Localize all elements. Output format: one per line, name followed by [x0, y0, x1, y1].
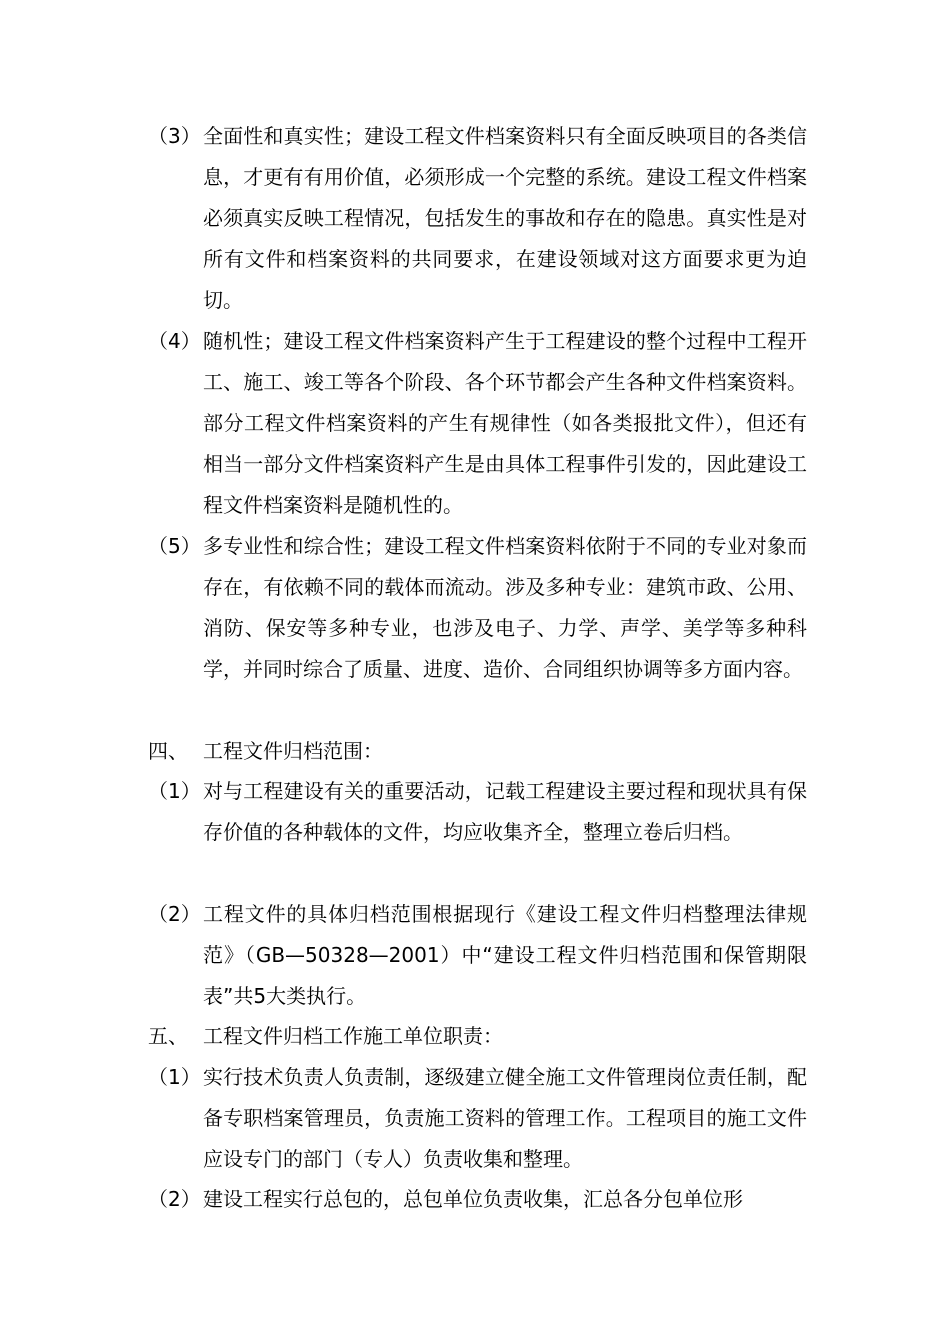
section-title: 工程文件归档范围： — [203, 739, 383, 763]
list-item-2 — [148, 894, 820, 1017]
list-item-4 — [148, 321, 820, 526]
list-marker: （2） — [148, 902, 201, 926]
paragraph-text: 随机性；建设工程文件档案资料产生于工程建设的整个过程中工程开工、施工、竣工等各个阶段、各个环节都会产生各种文件档案资料。部分工程文件档案资料的产生有规律性（如各类报批文件），但还有相当一部分文件档案资料产生是由具体工程事件引发的，因此建设工程文件档案资料是随机性的。 — [203, 329, 807, 517]
section-heading-4 — [148, 731, 820, 772]
list-item-2 — [148, 1179, 820, 1220]
paragraph-text: 对与工程建设有关的重要活动，记载工程建设主要过程和现状具有保存价值的各种载体的文件，均应收集齐全，整理立卷后归档。 — [203, 779, 807, 844]
paragraph-text: 建设工程实行总包的，总包单位负责收集，汇总各分包单位形 — [203, 1187, 743, 1211]
list-marker: （5） — [148, 534, 201, 558]
list-marker: （4） — [148, 329, 201, 353]
section-number: 五、 — [148, 1024, 188, 1048]
paragraph-text: 全面性和真实性；建设工程文件档案资料只有全面反映项目的各类信息，才更有有用价值，必须形成一个完整的系统。建设工程文件档案必须真实反映工程情况，包括发生的事故和存在的隐患。真实性是对所有文件和档案资料的共同要求，在建设领域对这方面要求更为迫切。 — [203, 124, 807, 312]
paragraph-text: 工程文件的具体归档范围根据现行《建设工程文件归档整理法律规范》（GB—50328—2001）中“建设工程文件归档范围和保管期限表”共5大类执行。 — [203, 902, 807, 1008]
list-marker: （2） — [148, 1187, 201, 1211]
section-title: 工程文件归档工作施工单位职责： — [203, 1024, 503, 1048]
list-item-5 — [148, 526, 820, 690]
list-item-3 — [148, 116, 820, 321]
list-item-1 — [148, 771, 820, 853]
list-marker: （1） — [148, 779, 201, 803]
paragraph-text: 实行技术负责人负责制，逐级建立健全施工文件管理岗位责任制，配备专职档案管理员，负责施工资料的管理工作。工程项目的施工文件应设专门的部门（专人）负责收集和整理。 — [203, 1065, 807, 1171]
list-item-1 — [148, 1057, 820, 1180]
section-heading-5 — [148, 1016, 820, 1057]
list-marker: （1） — [148, 1065, 201, 1089]
list-marker: （3） — [148, 124, 201, 148]
section-number: 四、 — [148, 739, 188, 763]
paragraph-text: 多专业性和综合性；建设工程文件档案资料依附于不同的专业对象而存在，有依赖不同的载体而流动。涉及多种专业：建筑市政、公用、消防、保安等多种专业，也涉及电子、力学、声学、美学等多种科学，并同时综合了质量、进度、造价、合同组织协调等多方面内容。 — [203, 534, 807, 681]
